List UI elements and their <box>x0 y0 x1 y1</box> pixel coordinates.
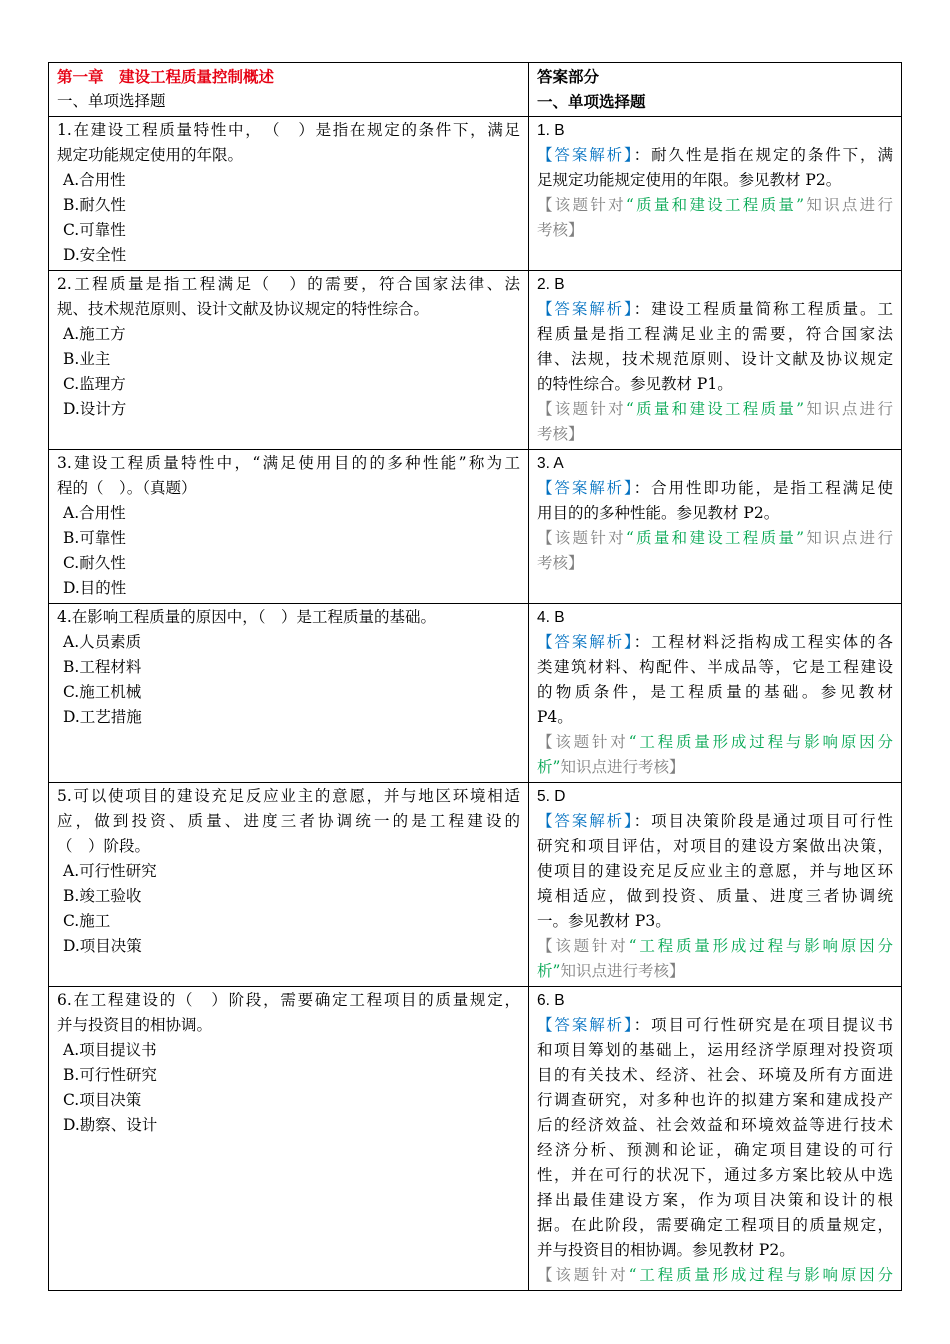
option-item: B.业主 <box>63 350 111 368</box>
analysis-line <box>537 884 893 909</box>
question-row <box>49 271 902 450</box>
analysis-label: 【答案解析】 <box>537 146 634 164</box>
question-text-line: 并与投资目的相协调。 <box>57 1016 213 1034</box>
analysis-label: 【答案解析】 <box>537 300 634 318</box>
answer-key: 5. D <box>537 788 566 805</box>
analysis-line <box>537 1213 893 1238</box>
option-item: D.工艺措施 <box>63 708 142 726</box>
answer-cell <box>529 117 902 271</box>
knowledge-topic: 析” <box>537 758 561 776</box>
analysis-line <box>537 297 893 322</box>
option-item: A.项目提议书 <box>63 1041 157 1059</box>
analysis-text: 程质量是指工程满足业主的需要，符合国家法 <box>537 325 893 343</box>
option-item: A.施工方 <box>63 325 126 343</box>
answer-key: 3. A <box>537 455 564 472</box>
answer-cell <box>529 604 902 783</box>
analysis-line <box>537 909 893 934</box>
answer-key: 1. B <box>537 122 565 139</box>
knowledge-note-line <box>537 218 893 243</box>
analysis-line <box>537 1113 893 1138</box>
analysis-text: ：耐久性是指在规定的条件下，满 <box>633 146 893 164</box>
knowledge-note-text: 知识点进行 <box>804 529 893 547</box>
section-title: 一、单项选择题 <box>57 92 166 110</box>
analysis-text: ：项目决策阶段是通过项目可行性 <box>633 812 893 830</box>
header-row <box>49 63 902 117</box>
analysis-text: 行调查研究，对多种也许的拟建方案和建成投产 <box>537 1091 893 1109</box>
analysis-text: 的物质条件，是工程质量的基础。参见教材 <box>537 683 893 701</box>
knowledge-note-text: 考核】 <box>537 221 584 239</box>
question-text-line: 6.在工程建设的（ ）阶段，需要确定工程项目的质量规定， <box>57 991 520 1009</box>
option-item: B.工程材料 <box>63 658 142 676</box>
question-text-line: 5.可以使项目的建设充足反应业主的意愿，并与地区环境相适 <box>57 787 520 805</box>
question-text-line: 程的（ ）。（真题） <box>57 479 197 497</box>
analysis-line <box>537 1088 893 1113</box>
knowledge-note-line <box>537 551 893 576</box>
answer-key: 4. B <box>537 609 565 626</box>
question-text-line: （ ）阶段。 <box>57 837 151 855</box>
question-cell <box>49 450 529 604</box>
header-answer-cell <box>529 63 902 117</box>
analysis-label: 【答案解析】 <box>537 633 634 651</box>
analysis-text: 使项目的建设充足反应业主的意愿，并与地区环 <box>537 862 893 880</box>
question-row <box>49 987 902 1291</box>
knowledge-note-text: 考核】 <box>537 425 584 443</box>
analysis-line <box>537 655 893 680</box>
analysis-label: 【答案解析】 <box>537 1016 634 1034</box>
analysis-text: 性，并在可行的状况下，通过多方案比较从中选 <box>537 1166 893 1184</box>
analysis-text: ：项目可行性研究是在项目提议书 <box>633 1016 893 1034</box>
question-cell <box>49 783 529 987</box>
knowledge-note-text: 知识点进行 <box>804 400 893 418</box>
option-item: B.可行性研究 <box>63 1066 157 1084</box>
analysis-text: 足规定功能规定使用的年限。参见教材 P2。 <box>537 171 842 189</box>
analysis-text: 的特性综合。参见教材 P1。 <box>537 375 733 393</box>
analysis-line <box>537 1063 893 1088</box>
answer-cell <box>529 783 902 987</box>
option-item: D.安全性 <box>63 246 127 264</box>
analysis-text: 用目的的多种性能。参见教材 P2。 <box>537 504 780 522</box>
question-text-line: 1.在建设工程质量特性中， （ ）是指在规定的条件下，满足 <box>57 121 520 139</box>
analysis-line <box>537 322 893 347</box>
question-row <box>49 604 902 783</box>
analysis-line <box>537 168 893 193</box>
analysis-line <box>537 680 893 705</box>
question-text-line: 规、技术规范原则、设计文献及协议规定的特性综合。 <box>57 300 430 318</box>
option-item: D.目的性 <box>63 579 127 597</box>
option-item: A.可行性研究 <box>63 862 157 880</box>
answer-key: 6. B <box>537 992 565 1009</box>
analysis-line <box>537 834 893 859</box>
analysis-line <box>537 1163 893 1188</box>
answer-part-title: 答案部分 <box>537 67 600 86</box>
question-text-line: 3.建设工程质量特性中，“满足使用目的的多种性能”称为工 <box>57 454 520 472</box>
knowledge-note-line <box>537 730 893 755</box>
knowledge-topic: “工程质量形成过程与影响原因分 <box>628 937 893 955</box>
knowledge-note-text: 【该题针对 <box>537 1266 629 1284</box>
knowledge-note-text: 【该题针对 <box>537 400 626 418</box>
analysis-text: 目的有关技术、经济、社会、环境及所有方面进 <box>537 1066 893 1084</box>
question-text-line: 应，做到投资、质量、进度三者协调统一的是工程建设的 <box>57 812 520 830</box>
header-question-cell <box>49 63 529 117</box>
analysis-text: 经济分析、预测和论证，确定项目建设的可行 <box>537 1141 893 1159</box>
question-cell <box>49 604 529 783</box>
analysis-text: 研究和项目评估，对项目的建设方案做出决策， <box>537 837 893 855</box>
knowledge-note-line <box>537 959 893 984</box>
knowledge-note-text: 考核】 <box>537 554 584 572</box>
knowledge-note-line <box>537 193 893 218</box>
analysis-label: 【答案解析】 <box>537 812 634 830</box>
knowledge-note-text: 【该题针对 <box>537 937 629 955</box>
answer-cell <box>529 271 902 450</box>
answer-key: 2. B <box>537 276 565 293</box>
knowledge-note-text: 【该题针对 <box>537 733 629 751</box>
analysis-line <box>537 501 893 526</box>
knowledge-note-line <box>537 397 893 422</box>
analysis-text: ：工程材料泛指构成工程实体的各 <box>633 633 893 651</box>
option-item: C.项目决策 <box>63 1091 142 1109</box>
knowledge-note-line <box>537 422 893 447</box>
analysis-line <box>537 143 893 168</box>
knowledge-topic: “质量和建设工程质量” <box>625 529 805 547</box>
knowledge-note-text: 知识点进行考核】 <box>560 758 685 776</box>
question-cell <box>49 987 529 1291</box>
knowledge-topic: “工程质量形成过程与影响原因分 <box>628 733 893 751</box>
question-text-line: 4.在影响工程质量的原因中，（ ）是工程质量的基础。 <box>57 608 437 626</box>
question-row <box>49 117 902 271</box>
analysis-text: 类建筑材料、构配件、半成品等，它是工程建设 <box>537 658 893 676</box>
question-row <box>49 450 902 604</box>
knowledge-topic: “质量和建设工程质量” <box>625 196 805 214</box>
question-text-line: 2.工程质量是指工程满足（ ）的需要，符合国家法律、法 <box>57 275 520 293</box>
answer-section-title: 一、单项选择题 <box>537 92 646 111</box>
option-item: C.施工 <box>63 912 111 930</box>
analysis-text: P4。 <box>537 708 573 726</box>
question-cell <box>49 117 529 271</box>
analysis-line <box>537 1038 893 1063</box>
analysis-label: 【答案解析】 <box>537 479 634 497</box>
analysis-line <box>537 630 893 655</box>
knowledge-note-line <box>537 934 893 959</box>
knowledge-note-line <box>537 526 893 551</box>
question-cell <box>49 271 529 450</box>
option-item: B.可靠性 <box>63 529 126 547</box>
analysis-line <box>537 372 893 397</box>
option-item: D.设计方 <box>63 400 127 418</box>
analysis-line <box>537 476 893 501</box>
knowledge-note-text: 知识点进行 <box>804 196 893 214</box>
knowledge-note-text: 知识点进行考核】 <box>560 962 685 980</box>
question-answer-table <box>48 62 902 1291</box>
option-item: A.人员素质 <box>63 633 142 651</box>
option-item: B.竣工验收 <box>63 887 142 905</box>
option-item: C.耐久性 <box>63 554 126 572</box>
analysis-text: 后的经济效益、社会效益和环境效益等进行技术 <box>537 1116 893 1134</box>
knowledge-topic: “质量和建设工程质量” <box>625 400 805 418</box>
knowledge-note-line <box>537 755 893 780</box>
analysis-text: ：建设工程质量简称工程质量。工 <box>633 300 893 318</box>
answer-cell <box>529 987 902 1291</box>
option-item: C.施工机械 <box>63 683 142 701</box>
question-text-line: 规定功能规定使用的年限。 <box>57 146 244 164</box>
option-item: D.项目决策 <box>63 937 142 955</box>
analysis-line <box>537 859 893 884</box>
analysis-line <box>537 1138 893 1163</box>
knowledge-topic: 析” <box>537 962 561 980</box>
option-item: D.勘察、设计 <box>63 1116 158 1134</box>
analysis-line <box>537 1188 893 1213</box>
option-item: A.合用性 <box>63 171 126 189</box>
option-item: C.监理方 <box>63 375 126 393</box>
analysis-text: 境相适应，做到投资、质量、进度三者协调统 <box>537 887 893 905</box>
analysis-text: 一。参见教材 P3。 <box>537 912 671 930</box>
analysis-line <box>537 809 893 834</box>
answer-cell <box>529 450 902 604</box>
analysis-line <box>537 347 893 372</box>
chapter-title: 第一章 建设工程质量控制概述 <box>57 67 275 86</box>
analysis-line <box>537 705 893 730</box>
analysis-text: 据。在此阶段，需要确定工程项目的质量规定， <box>537 1216 893 1234</box>
analysis-text: 择出最佳建设方案，作为项目决策和设计的根 <box>537 1191 893 1209</box>
analysis-text: 律、法规，技术规范原则、设计文献及协议规定 <box>537 350 893 368</box>
knowledge-note-text: 【该题针对 <box>537 529 626 547</box>
option-item: C.可靠性 <box>63 221 126 239</box>
analysis-text: 和项目筹划的基础上，运用经济学原理对投资项 <box>537 1041 893 1059</box>
analysis-line <box>537 1238 893 1263</box>
option-item: B.耐久性 <box>63 196 126 214</box>
question-row <box>49 783 902 987</box>
knowledge-note-line <box>537 1263 893 1288</box>
analysis-line <box>537 1013 893 1038</box>
knowledge-note-text: 【该题针对 <box>537 196 626 214</box>
knowledge-topic: “工程质量形成过程与影响原因分 <box>628 1266 893 1284</box>
analysis-text: ：合用性即功能，是指工程满足使 <box>633 479 893 497</box>
option-item: A.合用性 <box>63 504 126 522</box>
analysis-text: 并与投资目的相协调。参见教材 P2。 <box>537 1241 795 1259</box>
